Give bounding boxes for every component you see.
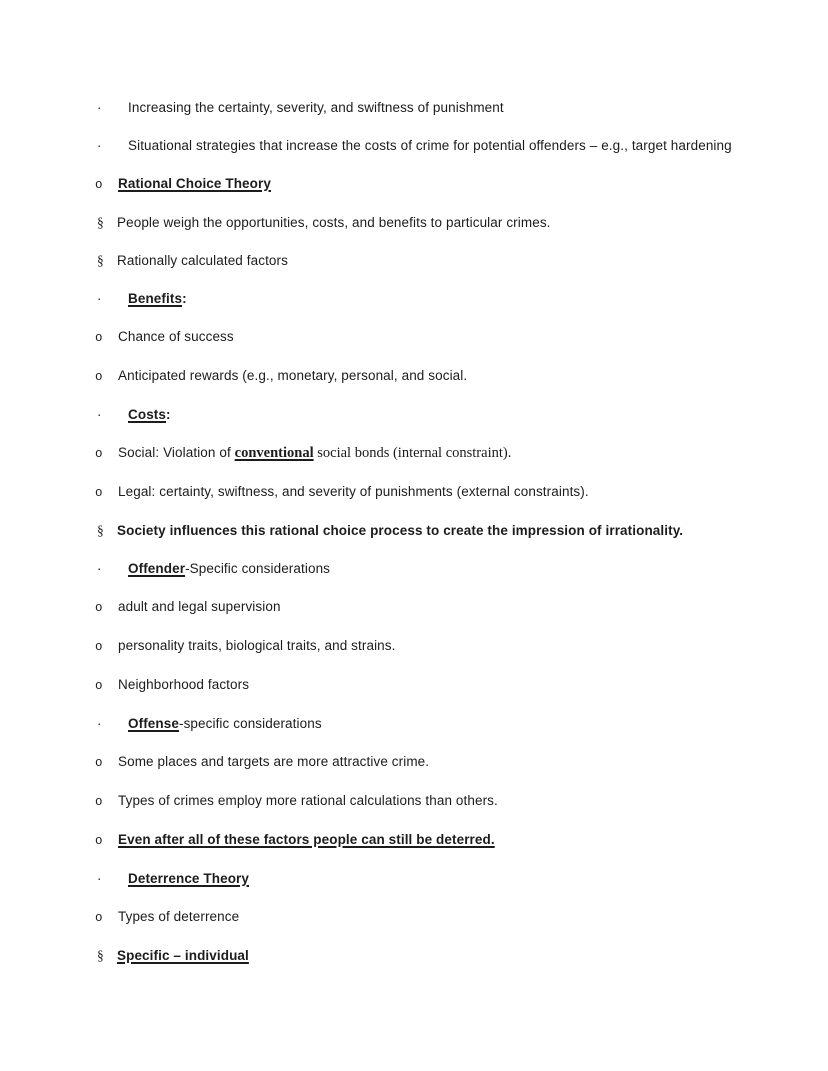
list-item <box>85 289 744 309</box>
list-item <box>85 98 744 118</box>
list-item <box>85 443 744 464</box>
o-bullet-marker: o <box>95 640 103 654</box>
dot-bullet-marker: · <box>97 100 102 115</box>
list-item <box>85 366 744 387</box>
list-item <box>85 752 744 773</box>
dot-bullet-marker: · <box>97 871 102 886</box>
list-item <box>85 869 744 889</box>
list-item <box>85 482 744 503</box>
text-segment: Costs <box>128 407 167 422</box>
section-bullet-marker: § <box>97 523 104 538</box>
text-segment: adult and legal supervision <box>118 599 281 614</box>
text-segment: Neighborhood factors <box>118 677 250 692</box>
text-segment: Situational strategies that increase the costs of crime for potential offenders – e.g., target hardening <box>128 138 732 153</box>
list-item <box>85 521 744 541</box>
list-item <box>85 636 744 657</box>
o-bullet-marker: o <box>95 331 103 345</box>
text-segment: Rational Choice Theory <box>118 176 271 191</box>
text-segment: -specific considerations <box>178 716 322 731</box>
list-item <box>85 405 744 425</box>
text-segment: Deterrence Theory <box>128 871 249 886</box>
o-bullet-marker: o <box>95 756 103 770</box>
text-segment: Chance of success <box>118 329 234 344</box>
text-segment: Social: Violation of <box>118 445 235 460</box>
o-bullet-marker: o <box>95 834 103 848</box>
text-segment: Types of crimes employ more rational calculations than others. <box>118 793 498 808</box>
text-segment: Legal: certainty, swiftness, and severity of punishments (external constraints). <box>118 484 589 499</box>
text-segment: Increasing the certainty, severity, and swiftness of punishment <box>128 100 504 115</box>
text-segment: Specific – individual <box>117 948 249 963</box>
text-segment: Society influences this rational choice process to create the impression of irrationality. <box>117 523 684 538</box>
text-segment: Types of deterrence <box>118 909 240 924</box>
list-item <box>85 791 744 812</box>
o-bullet-marker: o <box>95 370 103 384</box>
outline-list <box>85 98 744 966</box>
list-item <box>85 597 744 618</box>
list-item <box>85 327 744 348</box>
text-segment: Offender <box>128 561 186 576</box>
text-segment: Rationally calculated factors <box>117 253 288 268</box>
text-segment: Anticipated rewards (e.g., monetary, personal, and social. <box>118 368 468 383</box>
list-item <box>85 251 744 271</box>
dot-bullet-marker: · <box>97 407 102 422</box>
o-bullet-marker: o <box>95 795 103 809</box>
list-item <box>85 907 744 928</box>
list-item <box>85 174 744 195</box>
list-item <box>85 675 744 696</box>
text-segment: -Specific considerations <box>185 561 331 576</box>
section-bullet-marker: § <box>97 948 104 963</box>
text-segment: Even after all of these factors people can still be deterred. <box>118 832 495 847</box>
o-bullet-marker: o <box>95 601 103 615</box>
o-bullet-marker: o <box>95 178 103 192</box>
list-item <box>85 136 744 156</box>
list-item <box>85 830 744 851</box>
o-bullet-marker: o <box>95 679 103 693</box>
section-bullet-marker: § <box>97 253 104 268</box>
text-segment: : <box>182 291 187 306</box>
section-bullet-marker: § <box>97 215 104 230</box>
o-bullet-marker: o <box>95 447 103 461</box>
list-item <box>85 946 744 966</box>
text-segment: People weigh the opportunities, costs, and benefits to particular crimes. <box>117 215 551 230</box>
text-segment: Offense <box>128 716 179 731</box>
text-segment: Benefits <box>128 291 183 306</box>
text-segment: personality traits, biological traits, and strains. <box>118 638 396 653</box>
dot-bullet-marker: · <box>97 291 102 306</box>
text-segment: Some places and targets are more attractive crime. <box>118 754 430 769</box>
text-segment: social bonds (internal constraint). <box>313 445 512 461</box>
dot-bullet-marker: · <box>97 716 102 731</box>
list-item <box>85 559 744 579</box>
dot-bullet-marker: · <box>97 138 102 153</box>
text-segment: conventional <box>234 445 314 461</box>
dot-bullet-marker: · <box>97 561 102 576</box>
o-bullet-marker: o <box>95 911 103 925</box>
o-bullet-marker: o <box>95 486 103 500</box>
list-item <box>85 714 744 734</box>
list-item <box>85 213 744 233</box>
text-segment: : <box>166 407 171 422</box>
